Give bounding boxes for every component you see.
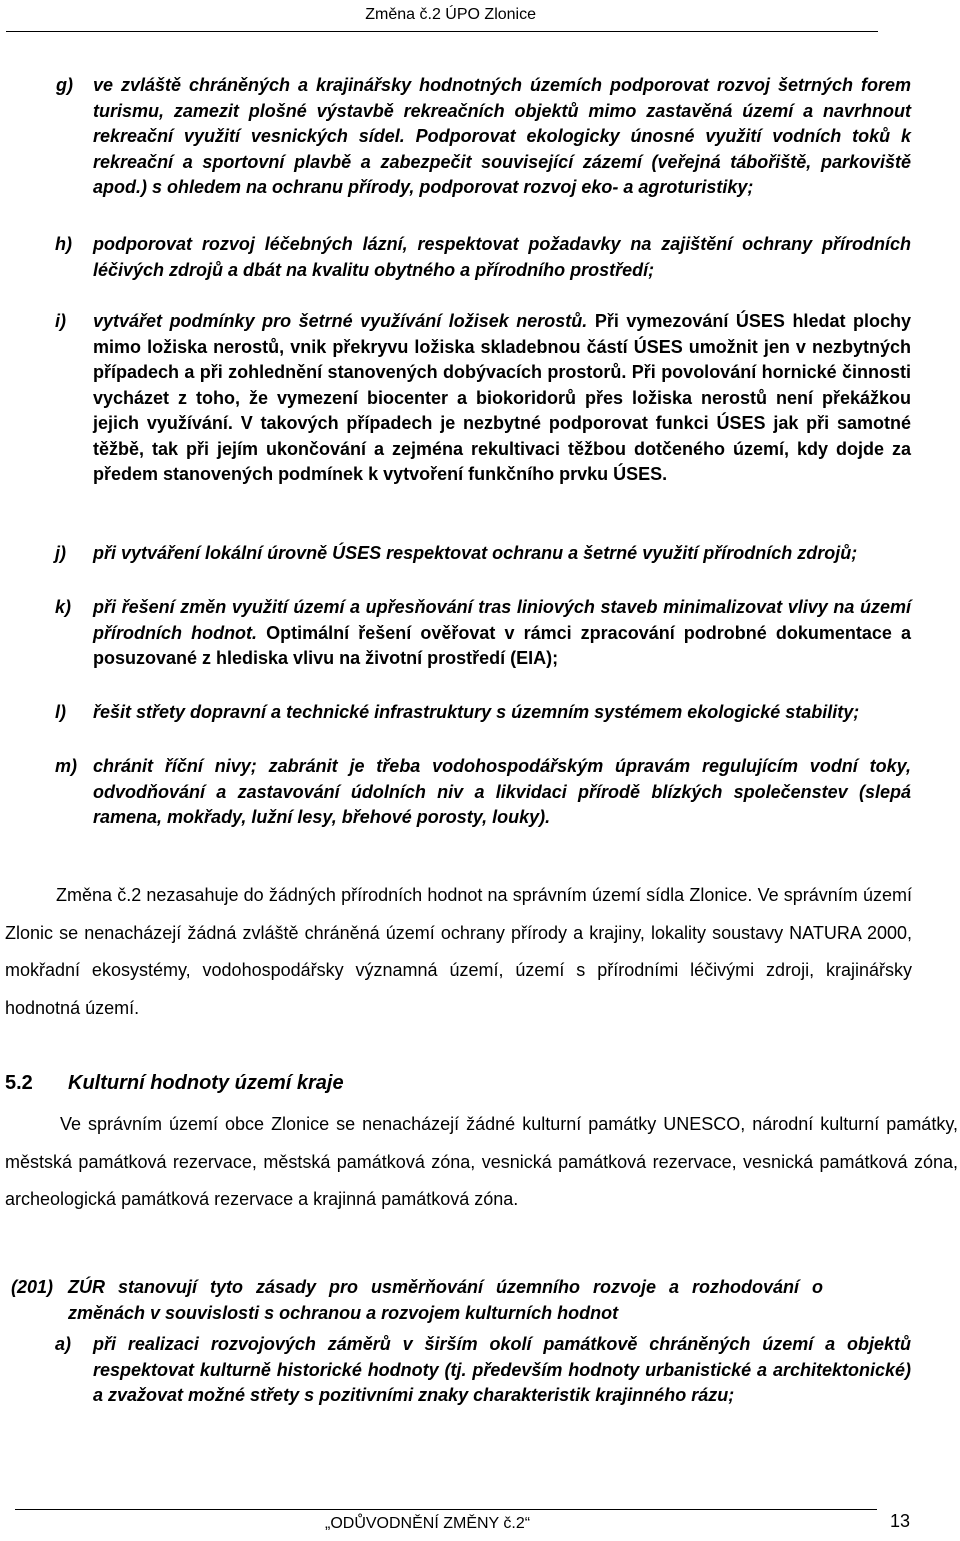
list-text-h: podporovat rozvoj léčebných lázní, respektovat požadavky na zajištění ochrany přírodních léčivých zdrojů a dbát na kvalitu obytného a přírodního prostředí; <box>93 234 911 280</box>
header-rule <box>6 31 878 32</box>
rule-201-text: ZÚR stanovují tyto zásady pro usměrňování územního rozvoje a rozhodování o změnách v souvislosti s ochranou a rozvojem kulturních hodnot <box>68 1277 823 1323</box>
list-label-m: m) <box>55 756 77 776</box>
list-label-l: l) <box>55 702 66 722</box>
list-item-j <box>55 541 911 567</box>
list-text-g: ve zvláště chráněných a krajinářsky hodnotných územích podporovat rozvoj šetrných forem turismu, zamezit plošné výstavbě rekreačních objektů mimo zastavěná území a navrhnout rekreační využití vesnických sídel. Podporovat ekologicky únosné využití vodních toků k rekreační a sportovní plavbě a zabezpečit související zázemí (veřejná tábořiště, parkoviště apod.) s ohledem na ochranu přírody, podporovat rozvoj eko- a agroturistiky; <box>93 75 911 197</box>
list-label-i: i) <box>55 311 66 331</box>
section-title: Kulturní hodnoty území kraje <box>68 1072 344 1094</box>
list-text-j: při vytváření lokální úrovně ÚSES respektovat ochranu a šetrné využití přírodních zdrojů; <box>93 543 858 563</box>
header-title: Změna č.2 ÚPO Zlonice <box>365 6 536 23</box>
page-number: 13 <box>890 1511 911 1531</box>
list-text-i-part3: V takových případech je nezbytné podporovat funkci ÚSES jak při samotné těžbě, tak při jejím ukončování a zejména rekultivaci těžbou dotčeného území, kdy dojde za předem stanovených podmínek k vytvoření funkčního prvku ÚSES. <box>93 413 911 484</box>
list-item-l <box>55 700 911 726</box>
list-item-g <box>56 73 911 201</box>
list-text-i-italic: vytvářet podmínky pro šetrné využívání ložisek nerostů. <box>93 311 588 331</box>
footer-rule <box>15 1509 877 1510</box>
footer-title: „ODŮVODNĚNÍ ZMĚNY č.2“ <box>325 1515 531 1532</box>
list-label-g: g) <box>56 75 73 95</box>
section-number: 5.2 <box>5 1072 33 1094</box>
list-label-j: j) <box>55 543 66 563</box>
rule-201-label: (201) <box>11 1277 54 1297</box>
list-label-a: a) <box>55 1334 72 1354</box>
list-label-h: h) <box>55 234 72 254</box>
list-text-i-part2: Při povolování hornické činnosti vycházet z toho, že vymezení biocenter a biokoridorů přes ložiska nerostů není překážkou jejich využívání. <box>93 362 911 433</box>
list-text-k-upright: Optimální řešení ověřovat v rámci zpracování podrobné dokumentace a posuzované z hlediska vlivu na životní prostředí (EIA); <box>93 622 911 668</box>
section-heading <box>5 1072 344 1095</box>
list-item-m <box>55 754 911 831</box>
list-text-a: při realizaci rozvojových záměrů v širším okolí památkově chráněných území a objektů respektovat kulturně historické hodnoty (tj. především hodnoty urbanistické a architektonické) a zvažovat možné střety s pozitivními znaky charakteristik krajinného rázu; <box>93 1334 911 1405</box>
rule-201 <box>11 1275 823 1326</box>
list-item-a <box>55 1332 911 1409</box>
section-paragraph: Ve správním území obce Zlonice se nenacházejí žádné kulturní památky UNESCO, národní kulturní památky, městská památková rezervace, městská památková zóna, vesnická památková rezervace, vesnická památková zóna, archeologická památková rezervace a krajinná památková zóna. <box>5 1114 958 1209</box>
list-text-k-italic: při řešení změn využití území a upřesňování tras liniových staveb minimalizovat vlivy na území přírodních hodnot. <box>93 597 911 643</box>
list-text-m: chránit říční nivy; zabránit je třeba vodohospodářským úpravám regulujícím vodní toky, odvodňování a zastavování údolních niv a likvidaci přírodě blízkých společenstev (slepá ramena, mokřady, lužní lesy, břehové porosty, louky). <box>93 756 911 827</box>
list-item-i <box>55 309 911 488</box>
list-label-k: k) <box>55 597 72 617</box>
list-text-i-part1: Při vymezování ÚSES hledat plochy mimo ložiska nerostů, vnik překryvu ložiska skladebnou částí ÚSES umožnit jen v nezbytných případech a při zohlednění stanovených dobývacích prostorů. <box>93 311 911 382</box>
list-item-h <box>55 232 911 283</box>
list-text-l: řešit střety dopravní a technické infrastruktury s územním systémem ekologické stability; <box>93 702 860 722</box>
list-item-k <box>55 595 911 672</box>
change-note-paragraph: Změna č.2 nezasahuje do žádných přírodních hodnot na správním území sídla Zlonice. Ve správním území Zlonic se nenacházejí žádná zvláště chráněná území ochrany přírody a krajiny, lokality soustavy NATURA 2000, mokřadní ekosystémy, vodohospodářsky významná území, území s přírodními léčivými zdroji, krajinářsky hodnotná území. <box>5 885 912 1018</box>
